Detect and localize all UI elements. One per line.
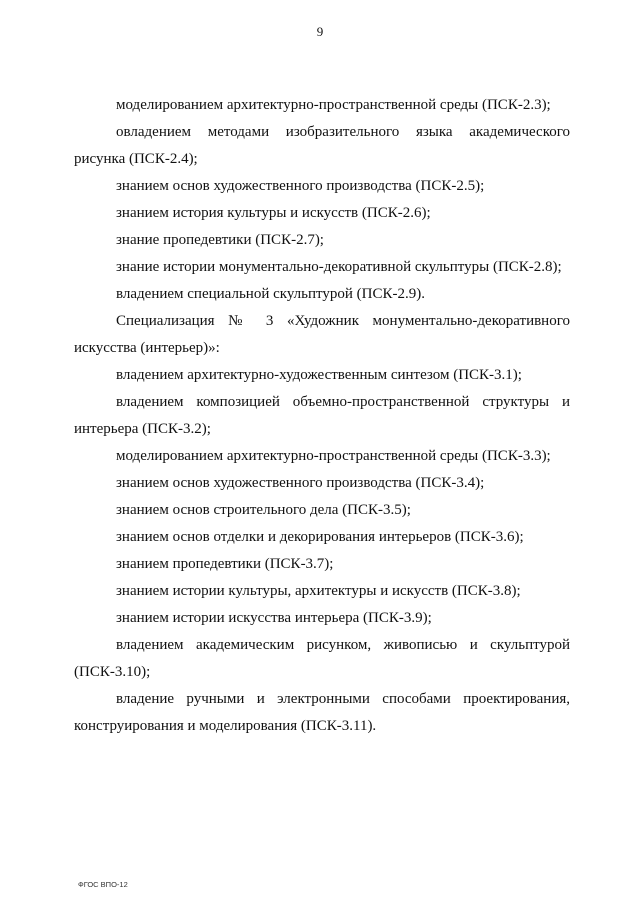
paragraph: знанием основ художественного производства (ПСК-2.5);	[116, 178, 485, 194]
paragraph: знанием основ отделки и декорирования интерьеров (ПСК-3.6);	[116, 529, 524, 545]
paragraph: знанием основ художественного производства (ПСК-3.4);	[116, 475, 485, 491]
paragraph: знание истории монументально-декоративной скульптуры (ПСК-2.8);	[116, 259, 562, 275]
paragraph: владением специальной скульптурой (ПСК-2.9).	[116, 286, 425, 302]
paragraph: моделированием архитектурно-пространственной среды (ПСК-3.3);	[116, 448, 551, 464]
document-body	[74, 92, 570, 740]
paragraph: владением академическим рисунком, живописью и скульптурой (ПСК-3.10);	[74, 637, 570, 680]
paragraph: знанием истории искусства интерьера (ПСК-3.9);	[116, 610, 432, 626]
paragraph: овладением методами изобразительного языка академического рисунка (ПСК-2.4);	[74, 124, 570, 167]
paragraph: знанием основ строительного дела (ПСК-3.5);	[116, 502, 411, 518]
specialization-heading: Специализация № 3 «Художник монументально-декоративного искусства (интерьер)»:	[74, 313, 570, 356]
paragraph: моделированием архитектурно-пространственной среды (ПСК-2.3);	[116, 97, 551, 113]
paragraph: знанием пропедевтики (ПСК-3.7);	[116, 556, 334, 572]
footer-label: ФГОС ВПО-12	[78, 880, 128, 889]
page-number: 9	[316, 24, 324, 39]
paragraph: владением архитектурно-художественным синтезом (ПСК-3.1);	[116, 367, 522, 383]
paragraph: владением композицией объемно-пространственной структуры и интерьера (ПСК-3.2);	[74, 394, 570, 437]
paragraph: знанием история культуры и искусств (ПСК-2.6);	[116, 205, 431, 221]
paragraph: знание пропедевтики (ПСК-2.7);	[116, 232, 324, 248]
paragraph: владение ручными и электронными способами проектирования, конструирования и моделирования (ПСК-3.11).	[74, 691, 570, 734]
paragraph: знанием истории культуры, архитектуры и искусств (ПСК-3.8);	[116, 583, 521, 599]
